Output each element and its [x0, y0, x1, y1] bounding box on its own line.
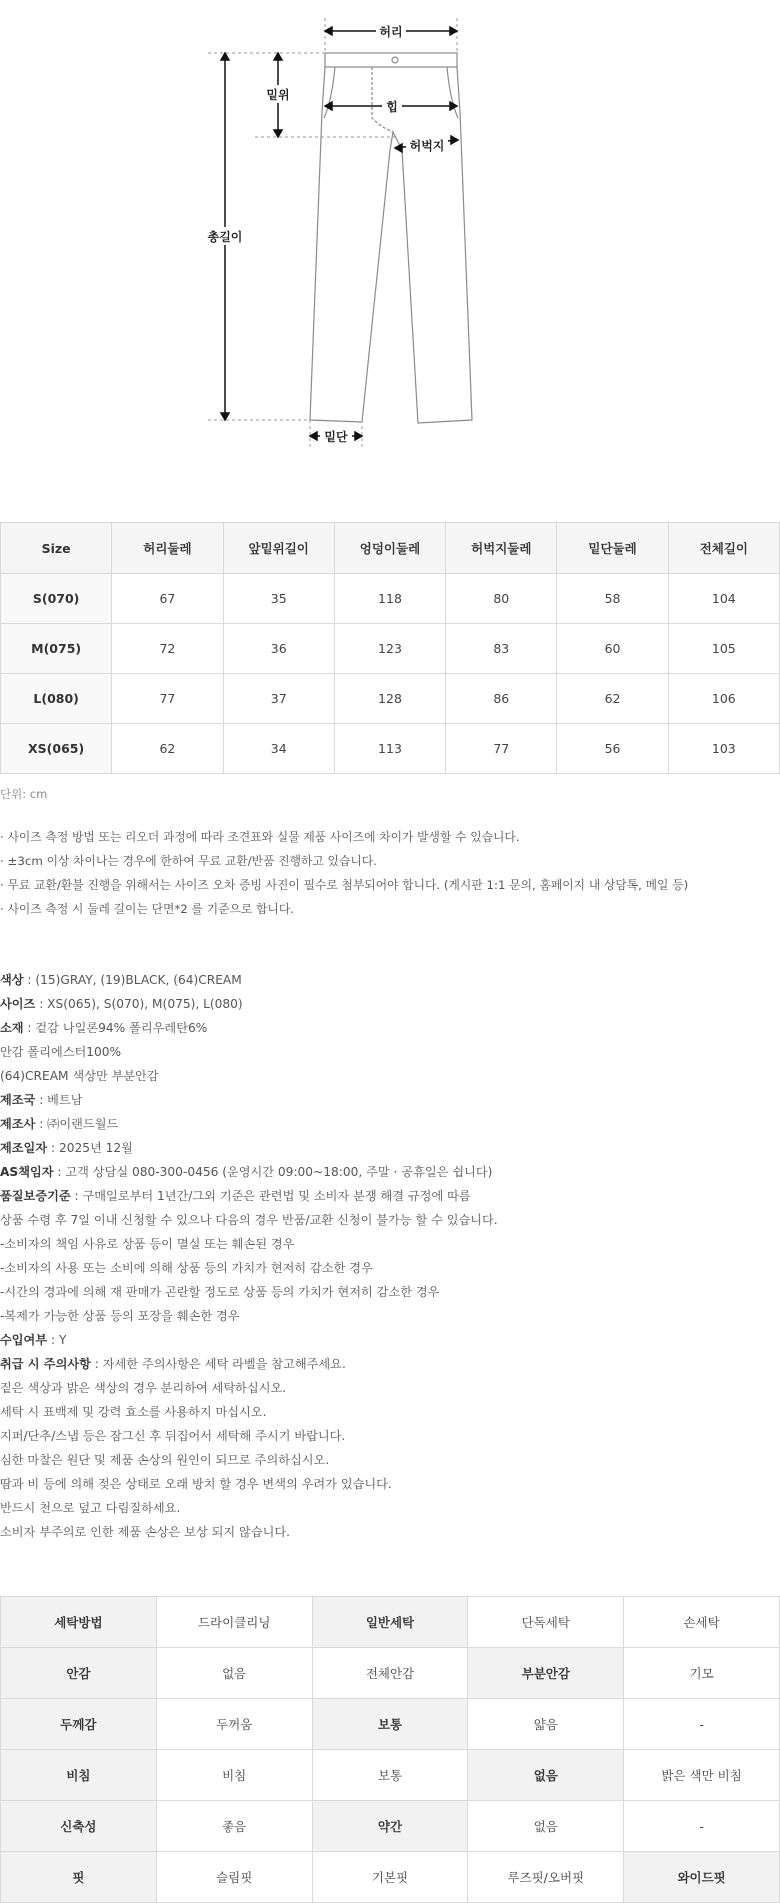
- care-attribute-cell: 두께감: [1, 1699, 157, 1750]
- care-option-cell: 보통: [312, 1699, 468, 1750]
- size-value-cell: 83: [446, 624, 557, 674]
- care-option-cell: 손세탁: [624, 1597, 780, 1648]
- care-attribute-cell: 안감: [1, 1648, 157, 1699]
- size-name-cell: L(080): [1, 674, 112, 724]
- info-line: [0, 1064, 780, 1088]
- care-option-cell: -: [624, 1699, 780, 1750]
- care-option-cell: 기본핏: [312, 1852, 468, 1903]
- size-name-cell: XS(065): [1, 724, 112, 774]
- care-option-cell: 얇음: [468, 1699, 624, 1750]
- info-text: : (15)GRAY, (19)BLACK, (64)CREAM: [23, 973, 242, 987]
- info-text: : Y: [47, 1333, 67, 1347]
- size-note: · 무료 교환/환불 진행을 위해서는 사이즈 오차 증빙 사진이 필수로 첨부되어야 합니다. (게시판 1:1 문의, 홈페이지 내 상담톡, 메일 등): [0, 878, 689, 892]
- size-name-cell: M(075): [1, 624, 112, 674]
- info-line: [0, 1184, 780, 1208]
- info-text: (64)CREAM 색상만 부분안감: [0, 1069, 159, 1083]
- unit-label: 단위: cm: [0, 787, 48, 801]
- size-value-cell: 104: [668, 574, 779, 624]
- hem-label: 밑단: [324, 430, 348, 444]
- info-text: 땀과 비 등에 의해 젖은 상태로 오래 방치 할 경우 변색의 우려가 있습니다.: [0, 1477, 392, 1491]
- size-table-header: 허리둘레: [112, 523, 223, 574]
- info-text: : 구매일로부터 1년간/그외 기준은 관련법 및 소비자 분쟁 해결 규정에 따름: [70, 1189, 471, 1203]
- size-note: · 사이즈 측정 시 둘레 길이는 단면*2 를 기준으로 합니다.: [0, 902, 294, 916]
- size-value-cell: 77: [446, 724, 557, 774]
- care-option-cell: 두꺼움: [156, 1699, 312, 1750]
- info-label: 소재: [0, 1021, 24, 1035]
- care-option-cell: 없음: [468, 1801, 624, 1852]
- info-line: [0, 1472, 780, 1496]
- info-line: [0, 1088, 780, 1112]
- size-value-cell: 123: [334, 624, 445, 674]
- care-table-row: [1, 1852, 780, 1903]
- info-label: 사이즈: [0, 997, 36, 1011]
- size-value-cell: 62: [112, 724, 223, 774]
- thigh-label: 허벅지: [409, 139, 445, 153]
- info-line: [0, 1208, 780, 1232]
- info-label: 색상: [0, 973, 24, 987]
- size-notes: [0, 825, 780, 921]
- info-text: 상품 수령 후 7일 이내 신청할 수 있으나 다음의 경우 반품/교환 신청이 불가능 할 수 있습니다.: [0, 1213, 498, 1227]
- size-value-cell: 56: [557, 724, 668, 774]
- info-line: [0, 1400, 780, 1424]
- size-value-cell: 37: [223, 674, 334, 724]
- size-value-cell: 36: [223, 624, 334, 674]
- size-table-header: 엉덩이둘레: [334, 523, 445, 574]
- size-value-cell: 103: [668, 724, 779, 774]
- size-value-cell: 34: [223, 724, 334, 774]
- info-text: 지퍼/단추/스냅 등은 잠그신 후 뒤집어서 세탁해 주시기 바랍니다.: [0, 1429, 346, 1443]
- care-table-row: [1, 1801, 780, 1852]
- care-option-cell: 없음: [156, 1648, 312, 1699]
- care-option-cell: 전체안감: [312, 1648, 468, 1699]
- info-text: : 겉감 나일론94% 폴리우레탄6%: [23, 1021, 208, 1035]
- info-label: 제조일자: [0, 1141, 48, 1155]
- care-table: [0, 1596, 780, 1903]
- info-line: [0, 992, 780, 1016]
- size-table-header: 밑단둘레: [557, 523, 668, 574]
- info-line: [0, 1112, 780, 1136]
- size-name-cell: S(070): [1, 574, 112, 624]
- size-value-cell: 72: [112, 624, 223, 674]
- care-option-cell: 비침: [156, 1750, 312, 1801]
- size-table-header: 허벅지둘레: [446, 523, 557, 574]
- hip-label: 힙: [386, 100, 398, 114]
- info-line: [0, 1016, 780, 1040]
- info-label: AS책임자: [0, 1165, 54, 1179]
- care-option-cell: 부분안감: [468, 1648, 624, 1699]
- info-text: : XS(065), S(070), M(075), L(080): [35, 997, 243, 1011]
- info-label: 수입여부: [0, 1333, 48, 1347]
- size-value-cell: 86: [446, 674, 557, 724]
- size-value-cell: 67: [112, 574, 223, 624]
- care-table-row: [1, 1648, 780, 1699]
- size-table-header-row: [1, 523, 780, 574]
- size-value-cell: 77: [112, 674, 223, 724]
- info-line: [0, 1376, 780, 1400]
- size-value-cell: 80: [446, 574, 557, 624]
- size-note: · ±3cm 이상 차이나는 경우에 한하여 무료 교환/반품 진행하고 있습니다.: [0, 854, 377, 868]
- info-label: 제조사: [0, 1117, 36, 1131]
- size-value-cell: 118: [334, 574, 445, 624]
- total-length-label: 총길이: [207, 230, 243, 244]
- size-value-cell: 60: [557, 624, 668, 674]
- size-table-row: [1, 574, 780, 624]
- info-line: [0, 1424, 780, 1448]
- info-text: 소비자 부주의로 인한 제품 손상은 보상 되지 않습니다.: [0, 1525, 291, 1539]
- care-option-cell: 루즈핏/오버핏: [468, 1852, 624, 1903]
- info-text: -복제가 가능한 상품 등의 포장을 훼손한 경우: [0, 1309, 240, 1323]
- care-table-row: [1, 1597, 780, 1648]
- info-line: [0, 1280, 780, 1304]
- care-option-cell: 기모: [624, 1648, 780, 1699]
- info-label: 취급 시 주의사항: [0, 1357, 91, 1371]
- info-text: : 베트남: [35, 1093, 83, 1107]
- care-option-cell: 좋음: [156, 1801, 312, 1852]
- care-option-cell: 단독세탁: [468, 1597, 624, 1648]
- info-text: -소비자의 사용 또는 소비에 의해 상품 등의 가치가 현저히 감소한 경우: [0, 1261, 373, 1275]
- pants-measurement-illustration: [0, 0, 780, 480]
- info-line: [0, 1304, 780, 1328]
- info-line: [0, 968, 780, 992]
- info-line: [0, 1352, 780, 1376]
- care-attribute-cell: 핏: [1, 1852, 157, 1903]
- info-line: [0, 1496, 780, 1520]
- info-line: [0, 1160, 780, 1184]
- info-text: 세탁 시 표백제 및 강력 효소를 사용하지 마십시오.: [0, 1405, 267, 1419]
- info-label: 품질보증기준: [0, 1189, 71, 1203]
- size-value-cell: 35: [223, 574, 334, 624]
- info-line: [0, 1328, 780, 1352]
- care-option-cell: 일반세탁: [312, 1597, 468, 1648]
- size-value-cell: 128: [334, 674, 445, 724]
- info-text: : ㈜이랜드월드: [35, 1117, 119, 1131]
- size-table-header: 앞밑위길이: [223, 523, 334, 574]
- info-text: : 자세한 주의사항은 세탁 라벨을 참고해주세요.: [90, 1357, 346, 1371]
- size-value-cell: 113: [334, 724, 445, 774]
- info-text: : 2025년 12월: [47, 1141, 133, 1155]
- care-option-cell: 슬림핏: [156, 1852, 312, 1903]
- size-table-header: 전체길이: [668, 523, 779, 574]
- care-option-cell: 보통: [312, 1750, 468, 1801]
- size-table: [0, 522, 780, 774]
- info-text: 짙은 색상과 밝은 색상의 경우 분리하여 세탁하십시오.: [0, 1381, 287, 1395]
- info-line: [0, 1040, 780, 1064]
- info-line: [0, 1520, 780, 1544]
- product-info: [0, 968, 780, 1544]
- size-value-cell: 106: [668, 674, 779, 724]
- care-option-cell: 없음: [468, 1750, 624, 1801]
- size-diagram: [0, 0, 780, 480]
- info-text: 반드시 천으로 덮고 다림질하세요.: [0, 1501, 181, 1515]
- size-value-cell: 105: [668, 624, 779, 674]
- rise-label: 밑위: [266, 88, 290, 102]
- care-attribute-cell: 신축성: [1, 1801, 157, 1852]
- size-table-row: [1, 724, 780, 774]
- info-label: 제조국: [0, 1093, 36, 1107]
- size-note: · 사이즈 측정 방법 또는 리오더 과정에 따라 조견표와 실물 제품 사이즈에 차이가 발생할 수 있습니다.: [0, 830, 520, 844]
- size-value-cell: 62: [557, 674, 668, 724]
- care-option-cell: 밝은 색만 비침: [624, 1750, 780, 1801]
- size-table-row: [1, 674, 780, 724]
- size-table-header: Size: [1, 523, 112, 574]
- care-table-row: [1, 1699, 780, 1750]
- info-line: [0, 1256, 780, 1280]
- care-table-row: [1, 1750, 780, 1801]
- care-option-cell: -: [624, 1801, 780, 1852]
- care-option-cell: 드라이클리닝: [156, 1597, 312, 1648]
- waist-label: 허리: [379, 25, 403, 39]
- info-text: -소비자의 책임 사유로 상품 등이 멸실 또는 훼손된 경우: [0, 1237, 295, 1251]
- info-text: 심한 마찰은 원단 및 제품 손상의 원인이 되므로 주의하십시오.: [0, 1453, 330, 1467]
- info-line: [0, 1448, 780, 1472]
- info-line: [0, 1136, 780, 1160]
- info-text: 안감 폴리에스터100%: [0, 1045, 122, 1059]
- care-attribute-cell: 비침: [1, 1750, 157, 1801]
- care-option-cell: 와이드핏: [624, 1852, 780, 1903]
- info-text: -시간의 경과에 의해 재 판매가 곤란할 정도로 상품 등의 가치가 현저히 감소한 경우: [0, 1285, 440, 1299]
- size-table-row: [1, 624, 780, 674]
- care-option-cell: 약간: [312, 1801, 468, 1852]
- info-text: : 고객 상담실 080-300-0456 (운영시간 09:00~18:00, 주말 · 공휴일은 쉽니다): [53, 1165, 493, 1179]
- size-value-cell: 58: [557, 574, 668, 624]
- info-line: [0, 1232, 780, 1256]
- care-attribute-cell: 세탁방법: [1, 1597, 157, 1648]
